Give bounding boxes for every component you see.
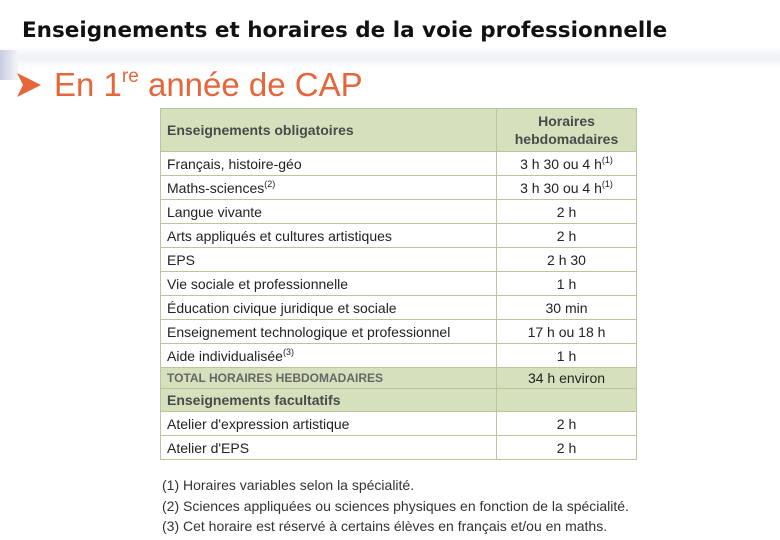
subject-label [161,152,497,176]
subject-label [161,176,497,200]
section-heading [14,64,363,106]
page-title: Enseignements et horaires de la voie professionnelle [22,18,668,43]
header-hours-line2: hebdomadaires [514,131,619,147]
header-hours-line1: Horaires [538,113,595,129]
footnote-2: (2) Sciences appliquées ou sciences physiques en fonction de la spécialité. [162,497,629,514]
section-heading-text [54,66,363,104]
footnote-ref: (1) [601,179,613,189]
subject-text: Français, histoire-géo [167,155,302,172]
table-row [161,176,637,200]
heading-pre: En 1 [54,66,122,103]
table-row [161,296,637,320]
optional-header: Enseignements facultatifs [161,389,497,412]
subject-label: Arts appliqués et cultures artistiques [161,224,497,248]
table-header-row [161,109,637,152]
header-mandatory: Enseignements obligatoires [161,109,497,152]
footnote-ref: (2) [264,179,276,189]
footnotes [162,475,762,537]
footnote-3: (3) Cet horaire est réservé à certains élèves en français et/ou en maths. [162,518,608,534]
footnote-ref: (3) [282,347,294,357]
subject-label: Enseignement technologique et professionnel [161,320,497,344]
heading-ordinal-sup: re [121,66,139,87]
table-row [161,200,637,224]
total-value: 34 h environ [497,368,637,389]
hours-cell: 2 h [497,412,637,436]
hours-cell: 30 min [497,296,637,320]
hours-cell: 2 h 30 [497,248,637,272]
hours-text: 3 h 30 ou 4 h [520,156,602,172]
total-row [161,368,637,389]
table-row [161,344,637,368]
hours-cell: 2 h [497,436,637,460]
subject-label [161,344,497,368]
schedule-table [160,108,637,460]
subject-label: Atelier d'EPS [161,436,497,460]
header-weekly-hours [497,109,637,152]
subject-text: Maths-sciences [167,180,265,196]
table-row [161,320,637,344]
hours-cell: 1 h [497,344,637,368]
subject-label: Langue vivante [161,200,497,224]
subject-text: Aide individualisée [167,348,283,364]
optional-header-row [161,389,637,412]
subject-label: Atelier d'expression artistique [161,412,497,436]
hours-cell [497,152,637,176]
hours-cell: 2 h [497,224,637,248]
footnote-ref: (1) [601,155,613,165]
heading-post: année de CAP [138,66,363,103]
hours-cell [497,176,637,200]
hours-cell: 1 h [497,272,637,296]
hours-text: 3 h 30 ou 4 h [520,180,602,196]
hours-cell: 2 h [497,200,637,224]
optional-header-blank [497,389,637,412]
table-row [161,412,637,436]
table-row [161,272,637,296]
arrow-right-icon [14,68,48,102]
total-label: TOTAL HORAIRES HEBDOMADAIRES [161,368,497,389]
footnote-1: (1) Horaires variables selon la spécialité. [162,477,415,493]
table-row [161,436,637,460]
subject-label: Éducation civique juridique et sociale [161,296,497,320]
subject-label: EPS [161,248,497,272]
hours-cell: 17 h ou 18 h [497,320,637,344]
table-row [161,152,637,176]
table-row [161,224,637,248]
subject-label: Vie sociale et professionnelle [161,272,497,296]
table-row [161,248,637,272]
